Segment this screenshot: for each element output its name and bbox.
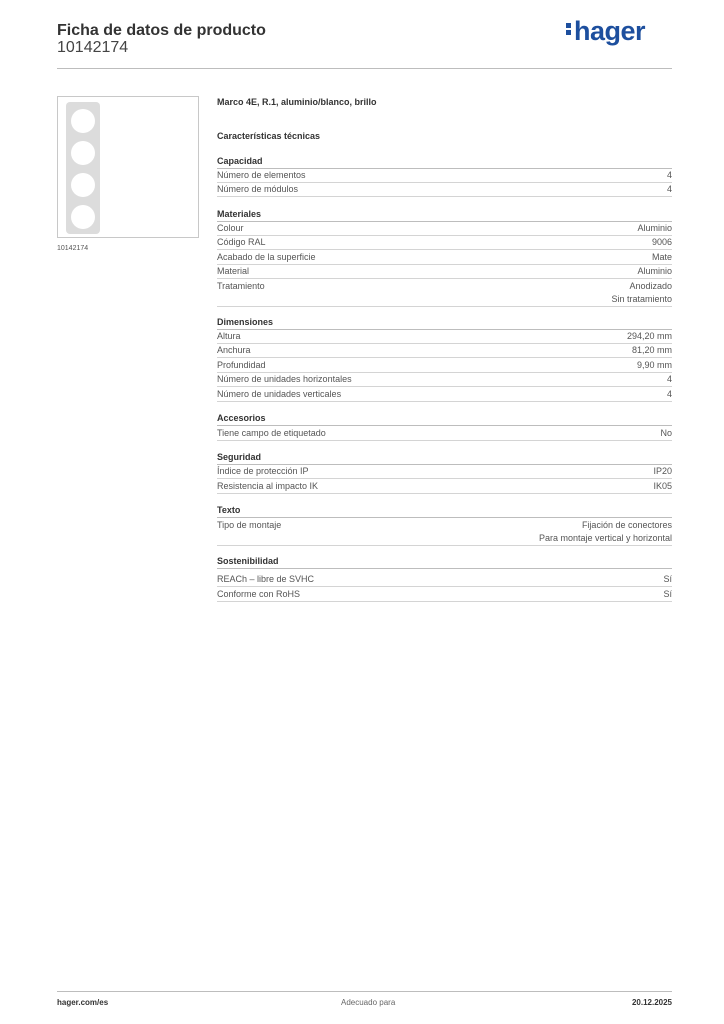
spec-row: Acabado de la superficie Mate (217, 251, 672, 265)
section-capacidad-heading: Capacidad (217, 156, 672, 169)
page-title: Ficha de datos de producto (57, 22, 266, 39)
spec-row: Número de unidades verticales 4 (217, 388, 672, 402)
footer-suitable-for: Adecuado para (341, 998, 396, 1007)
spec-row: Número de elementos 4 (217, 169, 672, 183)
section-sostenibilidad-heading: Sostenibilidad (217, 556, 672, 569)
product-name: Marco 4E, R.1, aluminio/blanco, brillo (217, 97, 377, 107)
product-image (57, 96, 199, 238)
spec-row: Colour Aluminio (217, 222, 672, 236)
section-accesorios-heading: Accesorios (217, 413, 672, 426)
spec-row: Tipo de montaje Fijación de conectores Para montaje vertical y horizontal (217, 519, 672, 546)
spec-row: Número de módulos 4 (217, 183, 672, 197)
spec-row: Índice de protección IP IP20 (217, 465, 672, 479)
footer-website-link[interactable]: hager.com/es (57, 998, 109, 1007)
section-materiales-heading: Materiales (217, 209, 672, 222)
spec-row: Código RAL 9006 (217, 236, 672, 250)
product-number: 10142174 (57, 39, 129, 56)
spec-row: Material Aluminio (217, 265, 672, 279)
footer-date: 20.12.2025 (631, 998, 672, 1007)
frame-illustration (66, 102, 100, 234)
hager-logo (566, 16, 645, 47)
product-image-caption: 10142174 (57, 245, 89, 252)
spec-row: Altura 294,20 mm (217, 330, 672, 344)
section-dimensiones-heading: Dimensiones (217, 317, 672, 330)
header-divider (57, 68, 672, 69)
spec-row: Tiene campo de etiquetado No (217, 427, 672, 441)
spec-row: REACh – libre de SVHC Sí (217, 573, 672, 587)
technical-characteristics-heading: Características técnicas (217, 131, 321, 141)
spec-row: Conforme con RoHS Sí (217, 588, 672, 602)
spec-row: Resistencia al impacto IK IK05 (217, 480, 672, 494)
logo-dots-icon (566, 21, 572, 37)
footer-divider (57, 991, 672, 992)
spec-row: Anchura 81,20 mm (217, 344, 672, 358)
logo-text: hager (574, 16, 646, 46)
spec-row: Profundidad 9,90 mm (217, 359, 672, 373)
spec-row: Tratamiento Anodizado Sin tratamiento (217, 280, 672, 307)
section-seguridad-heading: Seguridad (217, 452, 672, 465)
spec-row: Número de unidades horizontales 4 (217, 373, 672, 387)
section-texto-heading: Texto (217, 505, 672, 518)
